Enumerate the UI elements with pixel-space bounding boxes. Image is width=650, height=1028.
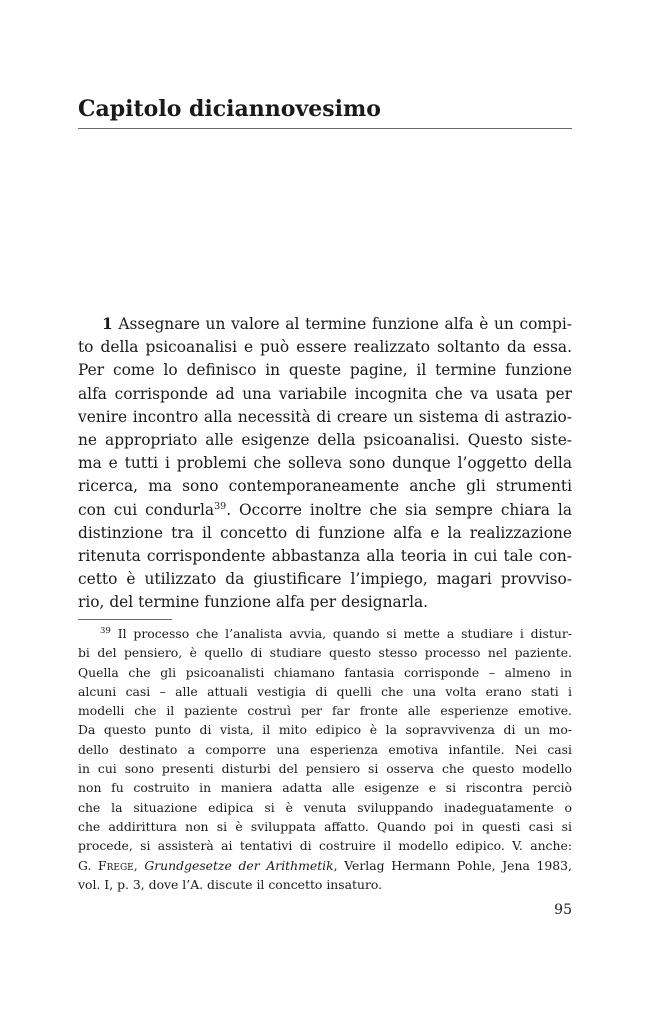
chapter-title: Capitolo diciannovesimo (78, 96, 381, 122)
footnote-line: che la situazione edipica si è venuta sviluppando inadeguatamente o (78, 799, 572, 815)
footnote-rule (78, 619, 172, 620)
citation-author: Frege (98, 857, 134, 873)
footnote-line: Quella che gli psicoanalisti chiamano fantasia corrisponde – almeno in (78, 664, 572, 680)
footnote-citation-line: G. Frege, Grundgesetze der Arithmetik, Verlag Hermann Pohle, Jena 1983, (78, 857, 572, 873)
footnote-line: modelli che il paziente costruì per far fronte alle esperienze emotive. (78, 703, 572, 719)
body-line: to della psicoanalisi e può essere realizzato soltanto da essa. (78, 338, 572, 357)
footnote-line: bi del pensiero, è quello di studiare questo stesso processo nel paziente. (78, 645, 572, 661)
footnote-reference[interactable]: 39 (214, 500, 227, 512)
main-paragraph (78, 313, 572, 614)
body-line: ne appropriato alle esigenze della psicoanalisi. Questo siste- (78, 430, 572, 449)
footnote-line: alcuni casi – alle attuali vestigia di quelli che una volta erano stati i (78, 683, 572, 699)
body-line: ricerca, ma sono contemporaneamente anche gli strumenti (78, 477, 572, 496)
footnote-line: dello destinato a comporre una esperienza emotiva infantile. Nei casi (78, 741, 572, 757)
body-line: alfa corrisponde ad una variabile incognita che va usata per (78, 384, 572, 403)
body-line: cetto è utilizzato da giustificare l’impiego, magari provviso- (78, 570, 572, 589)
body-line: Per come lo definisco in queste pagine, il termine funzione (78, 361, 572, 380)
footnote-line: procede, si assisterà ai tentativi di costruire il modello edipico. V. anche: (78, 838, 572, 854)
body-line: rio, del termine funzione alfa per designarla. (78, 593, 429, 612)
footnote-line: in cui sono presenti disturbi del pensiero si osserva che questo modello (78, 761, 572, 777)
body-line: 1 Assegnare un valore al termine funzione alfa è un compi- (102, 315, 572, 333)
body-line: ritenuta corrispondente abbastanza alla teoria in cui tale con- (78, 546, 572, 565)
paragraph-number: 1 (102, 315, 113, 333)
footnote (78, 624, 572, 894)
footnote-line: che addirittura non si è sviluppata affatto. Quando poi in questi casi si (78, 818, 572, 834)
body-line: con cui condurla$^{39}$. Occorre inoltre che sia sempre chiara la (78, 500, 572, 519)
footnote-line: Da questo punto di vista, il mito edipico è la sopravvivenza di un mo- (78, 722, 572, 738)
body-line: distinzione tra il concetto di funzione alfa e la realizzazione (78, 523, 572, 542)
body-line: ma e tutti i problemi che solleva sono dunque l’oggetto della (78, 454, 572, 473)
footnote-number: 39 (100, 626, 111, 636)
footnote-line: non fu costruito in maniera adatta alle esigenze e si riscontra perciò (78, 780, 572, 796)
footnote-line: $^{39}$ Il processo che l’analista avvia, quando si mette a studiare i distur- (100, 626, 572, 641)
footnote-line: vol. I, p. 3, dove l’A. discute il concetto insaturo. (78, 876, 383, 892)
page-number: 95 (554, 902, 572, 918)
citation-title: Grundgesetze der Arithmetik (144, 857, 334, 873)
body-line: venire incontro alla necessità di creare un sistema di astrazio- (78, 407, 572, 426)
title-rule (78, 128, 572, 129)
